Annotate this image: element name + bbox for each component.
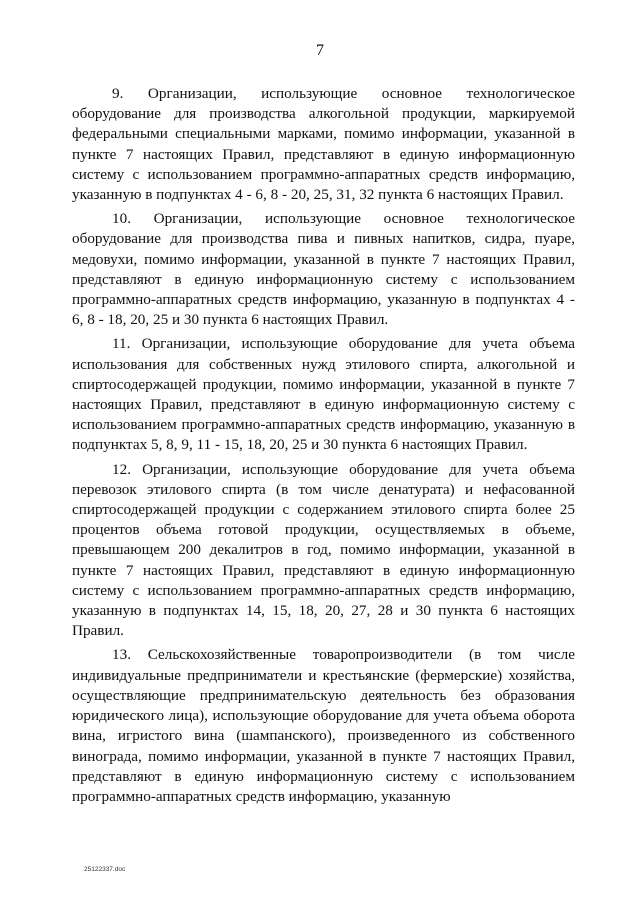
document-body [72,84,575,811]
paragraph-11: 11. Организации, использующие оборудование для учета объема использования для собственных нужд этилового спирта, алкогольной и спиртосодержащей продукции, помимо информации, указанной в пункте 7 настоящих Правил, представляют в единую информационную систему с использованием программно-аппаратных средств информацию, указанную в подпунктах 5, 8, 9, 11 - 15, 18, 20, 25 и 30 пункта 6 настоящих Правил. [72,335,575,454]
paragraph-13: 13. Сельскохозяйственные товаропроизводители (в том числе индивидуальные предприниматели и крестьянские (фермерские) хозяйства, осуществляющие предпринимательскую деятельность без образования юридического лица), использующие оборудование для учета объема оборота вина, игристого вина (шампанского), произведенного из собственного винограда, помимо информации, указанной в пункте 7 настоящих Правил, представляют в единую информационную систему с использованием программно-аппаратных средств информацию, указанную [72,646,575,805]
page-number: 7 [316,42,324,59]
footer-doc-code: 25122337.doc [84,866,126,873]
paragraph-12: 12. Организации, использующие оборудование для учета объема перевозок этилового спирта (в том числе денатурата) и нефасованной спиртосодержащей продукции с содержанием этилового спирта более 25 процентов объема готовой продукции, осуществляемых в объеме, превышающем 200 декалитров в год, помимо информации, указанной в пункте 7 настоящих Правил, представляют в единую информационную систему с использованием программно-аппаратных средств информацию, указанную в подпунктах 14, 15, 18, 20, 27, 28 и 30 пункта 6 настоящих Правил. [72,460,575,640]
paragraph-9: 9. Организации, использующие основное технологическое оборудование для производства алкогольной продукции, маркируемой федеральными специальными марками, помимо информации, указанной в пункте 7 настоящих Правил, представляют в единую информационную систему с использованием программно-аппаратных средств информацию, указанную в подпунктах 4 - 6, 8 - 20, 25, 31, 32 пункта 6 настоящих Правил. [72,85,575,204]
paragraph-10: 10. Организации, использующие основное технологическое оборудование для производства пива и пивных напитков, сидра, пуаре, медовухи, помимо информации, указанной в пункте 7 настоящих Правил, представляют в единую информационную систему с использованием программно-аппаратных средств информацию, указанную в подпунктах 4 - 6, 8 - 18, 20, 25 и 30 пункта 6 настоящих Правил. [72,210,575,329]
